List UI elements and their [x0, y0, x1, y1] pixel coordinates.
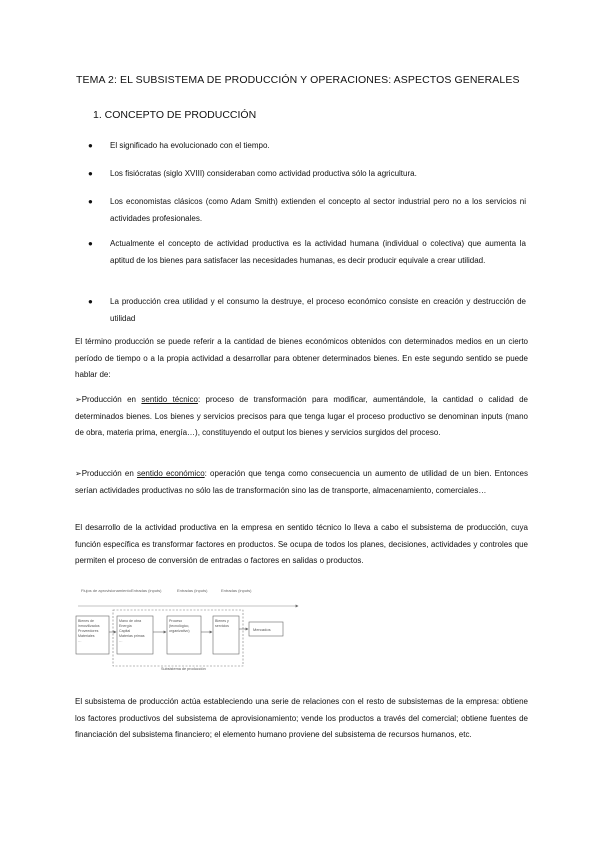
paragraph-definition: El término producción se puede referir a la cantidad de bienes económicos obtenidos con determinados medios en un cierto período de tiempo o a la propia actividad a desarrollar para obtener determinados bienes. En este segundo sentido se puede hablar de: — [75, 337, 528, 379]
box2-line: Energía — [119, 624, 132, 628]
box4-line: Bienes y — [215, 619, 229, 623]
lead-text: Producción en — [81, 469, 137, 478]
bullet-dot: ● — [88, 169, 93, 178]
label-inputs-3: Entradas (inputs) — [221, 588, 252, 593]
bullet-dot: ● — [88, 239, 93, 248]
section-heading: 1. CONCEPTO DE PRODUCCIÓN — [93, 109, 257, 121]
box3-line: Proceso — [169, 619, 183, 623]
bullet-text: Actualmente el concepto de actividad productiva es la actividad humana (individual o colectiva) que aumenta la aptitud de los bienes para satisfacer las necesidades humanas, es decir producir equivale a crear utilidad. — [110, 239, 526, 265]
box1-line: Materiales — [78, 634, 95, 638]
bullet-dot: ● — [88, 197, 93, 206]
underlined-term: sentido económico — [136, 469, 205, 478]
box2-line: Capital — [119, 629, 131, 633]
definition-text: : operación que tenga como consecuencia un aumento de utilidad de un bien. Entonces serían actividades productivas no sólo las de transformación sino las de transporte, almacenamiento, comerciales… — [75, 469, 528, 495]
bullet-text: Los economistas clásicos (como Adam Smith) extienden el concepto al sector industrial pero no a los servicios ni actividades profesionales. — [110, 197, 526, 223]
paragraph-technical-sense — [75, 392, 528, 442]
bullet-text: La producción crea utilidad y el consumo la destruye, el proceso económico consiste en creación y destrucción de utilidad — [110, 297, 526, 323]
top-labels — [81, 588, 252, 593]
markets-label: Mercados — [253, 627, 271, 632]
page-title: TEMA 2: EL SUBSISTEMA DE PRODUCCIÓN Y OPERACIONES: ASPECTOS GENERALES — [76, 74, 520, 86]
diagram-caption: Subsistema de producción — [161, 667, 206, 671]
lead-text: Producción en — [81, 395, 142, 404]
box4-line: servicios — [215, 624, 229, 628]
box1-line: inmovilizados — [78, 624, 100, 628]
box1-line: Proveedores — [78, 629, 99, 633]
bullet-text: Los fisiócratas (siglo XVIII) consideraban como actividad productiva sólo la agricultura. — [110, 169, 417, 178]
paragraph-relations: El subsistema de producción actúa estableciendo una serie de relaciones con el resto de subsistemas de la empresa: obtiene los factores productivos del subsistema de aprovisionamiento; vende los productos a través del comercial; obtiene fuentes de financiación del subsistema financiero; el elemento humano proviene del subsistema de recursos humanos, etc. — [75, 697, 528, 739]
bullet-dot: ● — [88, 141, 93, 150]
label-flow: Flujos de aprovisionamiento — [81, 588, 131, 593]
box2-line: … — [119, 639, 123, 643]
label-inputs-1: Entradas (inputs) — [131, 588, 162, 593]
production-subsystem-diagram — [73, 588, 305, 678]
box1-line: … — [78, 639, 82, 643]
arrow-bullet: ➢ — [75, 395, 82, 404]
bullet-dot: ● — [88, 297, 93, 306]
definition-text: : proceso de transformación para modificar, aumentándole, la cantidad o calidad de determinados bienes. Los bienes y servicios precisos para que tenga lugar el proceso productivo se denominan inputs (mano de obra, materia prima, energía…), constituyendo el output los bienes y servicios surgidos del proceso. — [75, 395, 528, 437]
box3-line: (tecnológico, — [169, 624, 190, 628]
paragraph-subsystem: El desarrollo de la actividad productiva en la empresa en sentido técnico lo lleva a cabo el subsistema de producción, cuya función específica es transformar factores en productos. Se ocupa de todos los planes, decisiones, actividades y controles que permiten el proceso de conversión de entradas o factores en salidas o productos. — [75, 523, 528, 565]
box3-line: organizativo) — [169, 629, 190, 633]
box1-line: Bienes de — [78, 619, 94, 623]
box2-line: Materias primas — [119, 634, 145, 638]
bullet-text: El significado ha evolucionado con el tiempo. — [110, 141, 270, 150]
label-inputs-2: Entradas (inputs) — [177, 588, 208, 593]
box2-line: Mano de obra — [119, 619, 142, 623]
paragraph-economic-sense — [75, 466, 528, 499]
arrow-bullet: ➢ — [75, 469, 82, 478]
underlined-term: sentido técnico — [141, 395, 198, 404]
